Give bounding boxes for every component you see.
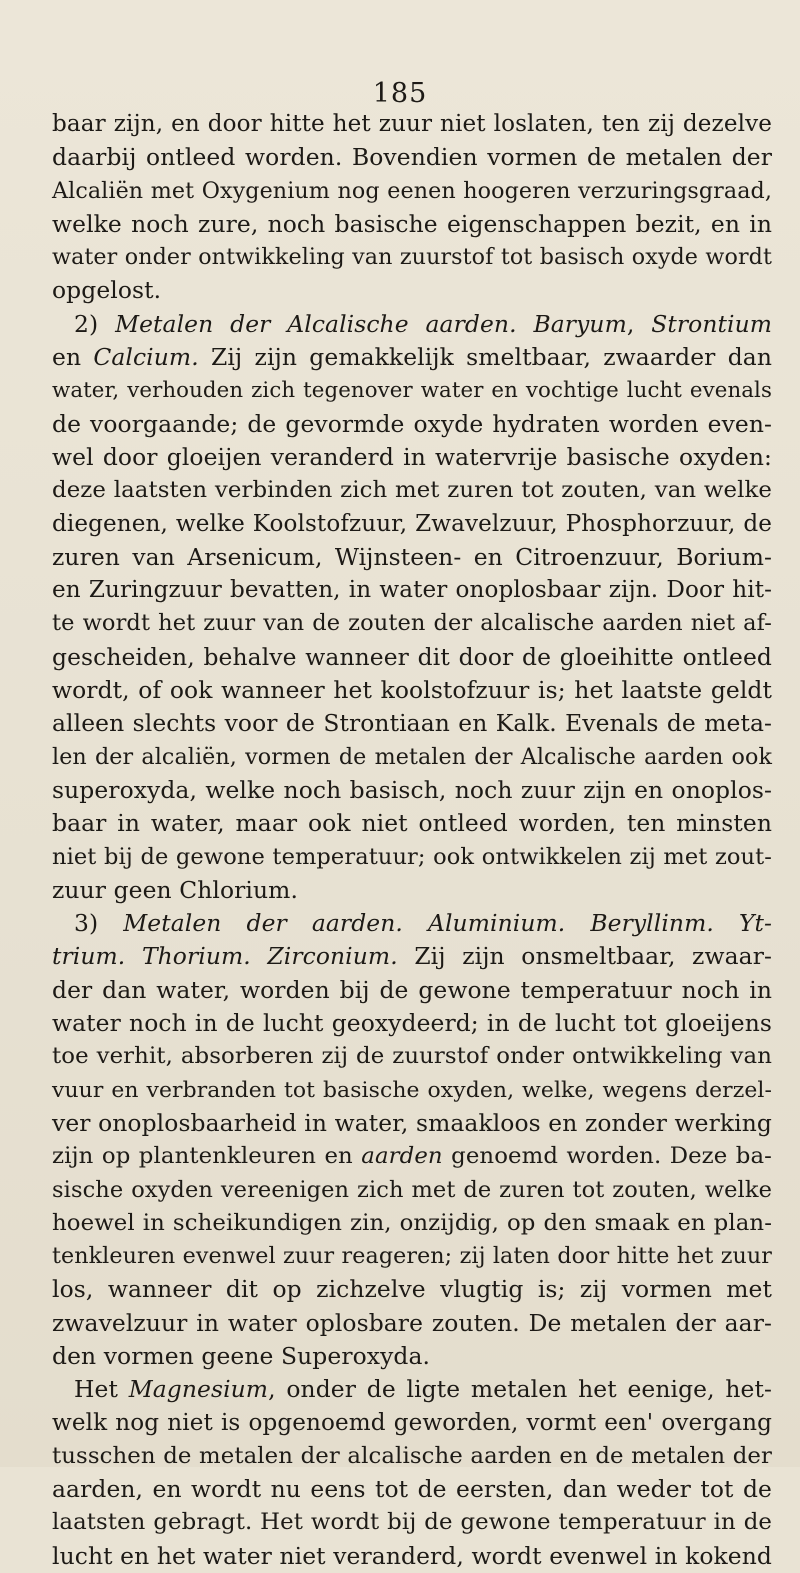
text-line xyxy=(52,1207,772,1240)
text-line xyxy=(52,1473,772,1506)
text-segment: welke noch zure, noch basische eigenschappen bezit, en in xyxy=(52,209,772,238)
text-line xyxy=(52,1273,772,1306)
italic-text: Aluminium. xyxy=(427,909,566,938)
text-segment: tenkleuren evenwel zuur reageren; zij laten door hitte het zuur xyxy=(52,1243,772,1270)
text-line xyxy=(52,408,772,441)
text-line xyxy=(52,208,772,241)
text-segment: en xyxy=(52,343,94,372)
text-segment: , onder de ligte metalen het eenige, het- xyxy=(268,1375,772,1404)
text-line xyxy=(52,940,772,973)
italic-text: Zirconium. xyxy=(267,942,398,971)
text-segment: vuur en verbranden tot basische oxyden, welke, wegens derzel- xyxy=(52,1077,772,1103)
text-segment: zuur geen Chlorium. xyxy=(52,875,298,904)
text-line xyxy=(52,1240,772,1273)
text-segment: water noch in de lucht geoxydeerd; in de lucht tot gloeijens xyxy=(52,1009,772,1038)
text-segment: superoxyda, welke noch basisch, noch zuur zijn en onoplos- xyxy=(52,775,772,804)
text-segment: Zij zijn onsmeltbaar, zwaar- xyxy=(397,942,772,971)
italic-text: Calcium. xyxy=(93,343,199,372)
text-segment: te wordt het zuur van de zouten der alcalische aarden niet af- xyxy=(52,610,772,637)
text-segment: opgelost. xyxy=(52,276,162,305)
text-line xyxy=(52,108,772,141)
text-segment: gescheiden, behalve wanneer dit door de gloeihitte ontleed xyxy=(52,642,772,671)
text-line xyxy=(52,1373,772,1406)
text-line xyxy=(52,241,772,274)
text-line xyxy=(52,541,772,574)
text-line xyxy=(52,474,772,507)
text-line xyxy=(52,341,772,374)
page-number: 185 xyxy=(372,78,428,109)
text-line xyxy=(52,1307,772,1340)
italic-text: Yt- xyxy=(738,909,773,938)
text-line xyxy=(52,141,772,174)
text-segment xyxy=(565,909,590,937)
text-segment: 2) xyxy=(74,309,116,338)
text-segment: alleen slechts voor de Strontiaan en Kalk. Evenals de meta- xyxy=(52,709,772,738)
italic-text: Metalen der Alcalische aarden. xyxy=(115,309,517,338)
text-line xyxy=(52,374,772,407)
text-segment: deze laatsten verbinden zich met zuren tot zouten, van welke xyxy=(52,477,772,504)
text-segment: welk nog niet is opgenoemd geworden, vormt een' overgang xyxy=(52,1409,772,1436)
text-line xyxy=(52,641,772,674)
text-segment: de voorgaande; de gevormde oxyde hydraten worden even- xyxy=(52,409,772,438)
text-segment: water, verhouden zich tegenover water en vochtige lucht evenals xyxy=(52,378,772,404)
text-segment: hoewel in scheikundigen zin, onzijdig, op den smaak en plan- xyxy=(52,1209,772,1236)
text-line xyxy=(52,807,772,840)
text-line xyxy=(52,1540,772,1573)
text-segment: , xyxy=(626,309,652,338)
text-segment: toe verhit, absorberen zij de zuurstof onder ontwikkeling van xyxy=(52,1043,772,1070)
text-line xyxy=(52,274,772,307)
text-segment xyxy=(403,909,428,937)
text-line xyxy=(52,1007,772,1040)
italic-text: aarden xyxy=(361,1143,443,1170)
text-segment: diegenen, welke Koolstofzuur, Zwavelzuur, Phosphorzuur, de xyxy=(52,510,772,537)
text-line xyxy=(52,974,772,1007)
text-segment: water onder ontwikkeling van zuurstof tot basisch oxyde wordt xyxy=(52,244,772,271)
text-segment: den vormen geene Superoxyda. xyxy=(52,1341,431,1370)
text-segment: wordt, of ook wanneer het koolstofzuur is; het laatste geldt xyxy=(52,676,772,705)
text-segment: Zij zijn gemakkelijk smeltbaar, zwaarder dan xyxy=(198,343,772,372)
text-line xyxy=(52,1074,772,1107)
text-segment: der dan water, worden bij de gewone temperatuur noch in xyxy=(52,975,772,1004)
italic-text: Magnesium xyxy=(128,1375,269,1404)
text-segment: baar zijn, en door hitte het zuur niet loslaten, ten zij dezelve xyxy=(52,111,772,137)
text-line xyxy=(52,1107,772,1140)
text-segment: genoemd worden. Deze ba- xyxy=(442,1143,772,1170)
text-segment: daarbij ontleed worden. Bovendien vormen de metalen der xyxy=(52,143,772,172)
text-segment: aarden, en wordt nu eens tot de eersten, dan weder tot de xyxy=(52,1475,772,1504)
text-segment: zwavelzuur in water oplosbare zouten. De metalen der aar- xyxy=(52,1308,772,1337)
text-line xyxy=(52,907,772,940)
italic-text: Baryum xyxy=(533,309,627,338)
text-line xyxy=(52,741,772,774)
text-segment: Alcaliën met Oxygenium nog eenen hoogeren verzuringsgraad, xyxy=(52,177,772,204)
text-segment: baar in water, maar ook niet ontleed worden, ten minsten xyxy=(52,809,772,838)
italic-text: Beryllinm. xyxy=(590,909,714,938)
text-line xyxy=(52,841,772,874)
text-line xyxy=(52,508,772,541)
text-segment: tusschen de metalen der alcalische aarden en de metalen der xyxy=(52,1442,772,1469)
text-line xyxy=(52,1174,772,1207)
text-line xyxy=(52,308,772,341)
text-segment: Het xyxy=(74,1375,129,1404)
text-segment xyxy=(517,310,534,338)
text-segment xyxy=(251,942,268,970)
text-segment xyxy=(125,942,142,970)
text-segment: niet bij de gewone temperatuur; ook ontwikkelen zij met zout- xyxy=(52,843,772,870)
text-line xyxy=(52,574,772,607)
text-segment: zijn op plantenkleuren en xyxy=(52,1143,362,1170)
text-segment: los, wanneer dit op zichzelve vlugtig is; zij vormen met xyxy=(52,1275,772,1304)
text-segment: lucht en het water niet veranderd, wordt evenwel in kokend xyxy=(52,1541,772,1570)
text-segment: sische oxyden vereenigen zich met de zuren tot zouten, welke xyxy=(52,1176,772,1203)
text-line xyxy=(52,1440,772,1473)
text-segment: zuren van Arsenicum, Wijnsteen- en Citroenzuur, Borium- xyxy=(52,542,772,571)
text-segment: 3) xyxy=(74,909,124,938)
italic-text: trium. xyxy=(52,942,126,971)
text-line xyxy=(52,607,772,640)
text-line xyxy=(52,707,772,740)
text-segment: wel door gloeijen veranderd in watervrije basische oxyden: xyxy=(52,442,772,471)
italic-text: Strontium xyxy=(651,309,773,338)
text-segment: en Zuringzuur bevatten, in water onoplosbaar zijn. Door hit- xyxy=(52,577,772,604)
text-segment: ver onoplosbaarheid in water, smaakloos en zonder werking xyxy=(52,1108,772,1137)
italic-text: Thorium. xyxy=(141,942,251,971)
text-line xyxy=(52,1506,772,1539)
text-line xyxy=(52,1340,772,1373)
text-segment: laatsten gebragt. Het wordt bij de gewone temperatuur in de xyxy=(52,1509,772,1536)
text-line xyxy=(52,774,772,807)
body-text xyxy=(52,108,772,1573)
text-line xyxy=(52,674,772,707)
italic-text: Metalen der aarden. xyxy=(123,909,403,938)
text-line xyxy=(52,874,772,907)
text-segment: len der alcaliën, vormen de metalen der Alcalische aarden ook xyxy=(52,743,772,770)
text-line xyxy=(52,1140,772,1173)
text-line xyxy=(52,1040,772,1073)
text-line xyxy=(52,1407,772,1440)
text-line xyxy=(52,441,772,474)
text-segment xyxy=(714,909,739,937)
text-line xyxy=(52,175,772,208)
